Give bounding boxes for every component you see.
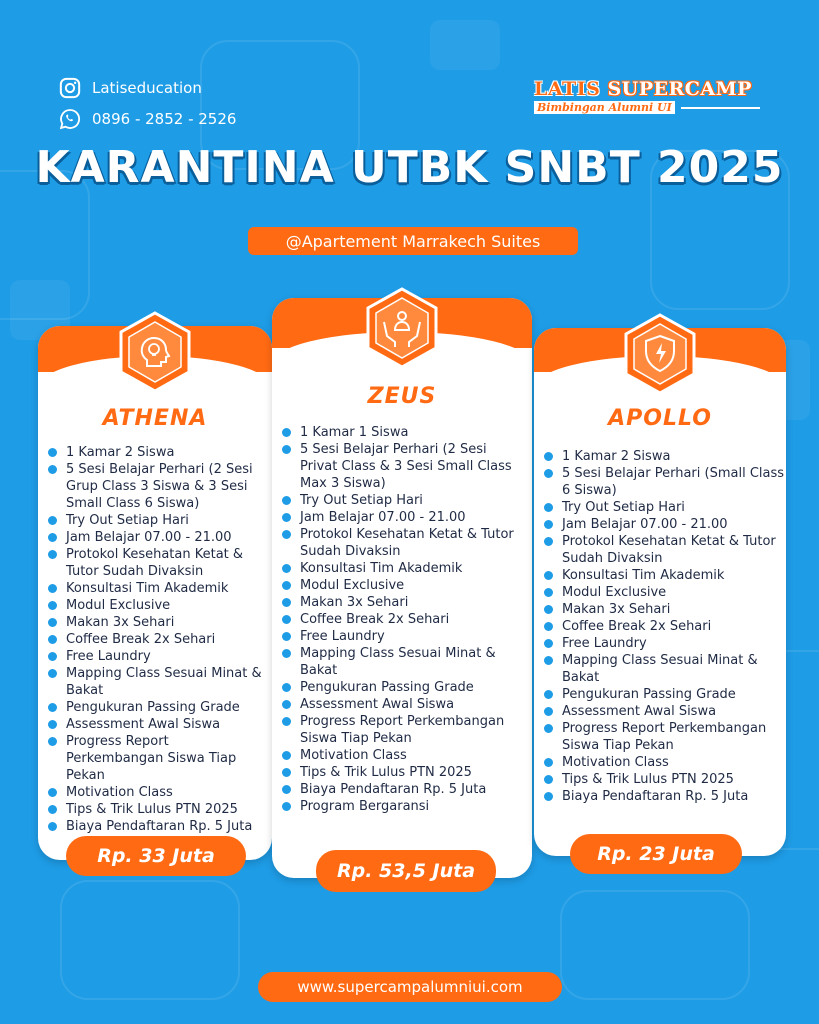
- list-item: Modul Exclusive: [46, 597, 270, 614]
- feature-list: [280, 424, 528, 815]
- shield-bolt-icon: [622, 312, 698, 396]
- brand-underline: [681, 107, 760, 109]
- list-item: 1 Kamar 2 Siswa: [542, 448, 784, 465]
- plan-name: ZEUS: [367, 384, 437, 409]
- brand-subtitle: Bimbingan Alumni UI: [534, 101, 675, 114]
- list-item: Try Out Setiap Hari: [280, 492, 528, 509]
- list-item: Pengukuran Passing Grade: [542, 686, 784, 703]
- list-item: Protokol Kesehatan Ketat & Tutor Sudah Divaksin: [542, 533, 784, 567]
- list-item: Makan 3x Sehari: [542, 601, 784, 618]
- feature-list: [46, 444, 270, 835]
- list-item: Jam Belajar 07.00 - 21.00: [542, 516, 784, 533]
- list-item: 5 Sesi Belajar Perhari (2 Sesi Grup Class 3 Siswa & 3 Sesi Small Class 6 Siswa): [46, 461, 270, 512]
- list-item: Coffee Break 2x Sehari: [46, 631, 270, 648]
- list-item: Modul Exclusive: [280, 577, 528, 594]
- price-badge: Rp. 23 Juta: [570, 834, 742, 874]
- list-item: Program Bergaransi: [280, 798, 528, 815]
- list-item: Progress Report Perkembangan Siswa Tiap Pekan: [46, 733, 270, 784]
- list-item: Pengukuran Passing Grade: [46, 699, 270, 716]
- background-decoration: [60, 880, 240, 1000]
- brand-subtitle-row: [534, 101, 760, 114]
- plan-name: ATHENA: [102, 406, 208, 431]
- page-title: KARANTINA UTBK SNBT 2025: [35, 142, 784, 193]
- whatsapp-contact[interactable]: [58, 107, 236, 131]
- list-item: Progress Report Perkembangan Siswa Tiap Pekan: [542, 720, 784, 754]
- whatsapp-icon: [58, 107, 82, 131]
- list-item: 5 Sesi Belajar Perhari (2 Sesi Privat Class & 3 Sesi Small Class Max 3 Siswa): [280, 441, 528, 492]
- list-item: Jam Belajar 07.00 - 21.00: [46, 529, 270, 546]
- plan-card-apollo: [534, 328, 786, 865]
- list-item: Free Laundry: [46, 648, 270, 665]
- list-item: Mapping Class Sesuai Minat & Bakat: [280, 645, 528, 679]
- list-item: Modul Exclusive: [542, 584, 784, 601]
- list-item: Makan 3x Sehari: [46, 614, 270, 631]
- list-item: Try Out Setiap Hari: [46, 512, 270, 529]
- plan-card-zeus: [272, 298, 532, 882]
- list-item: Mapping Class Sesuai Minat & Bakat: [46, 665, 270, 699]
- whatsapp-number: 0896 - 2852 - 2526: [92, 110, 237, 128]
- head-lightbulb-icon: [117, 310, 193, 394]
- instagram-contact[interactable]: [58, 76, 202, 100]
- instagram-icon: [58, 76, 82, 100]
- list-item: Motivation Class: [46, 784, 270, 801]
- list-item: Motivation Class: [542, 754, 784, 771]
- list-item: Konsultasi Tim Akademik: [280, 560, 528, 577]
- price-badge: Rp. 33 Juta: [66, 836, 246, 876]
- list-item: Assessment Awal Siswa: [542, 703, 784, 720]
- brand-title: [534, 78, 760, 100]
- list-item: Coffee Break 2x Sehari: [280, 611, 528, 628]
- list-item: 5 Sesi Belajar Perhari (Small Class 6 Siswa): [542, 465, 784, 499]
- website-link[interactable]: www.supercampalumniui.com: [258, 972, 562, 1002]
- list-item: 1 Kamar 1 Siswa: [280, 424, 528, 441]
- plan-card-athena: [38, 326, 272, 867]
- brand-title-part1: LATIS: [534, 78, 601, 100]
- list-item: Free Laundry: [280, 628, 528, 645]
- list-item: Tips & Trik Lulus PTN 2025: [280, 764, 528, 781]
- list-item: 1 Kamar 2 Siswa: [46, 444, 270, 461]
- hands-person-icon: [364, 286, 440, 370]
- list-item: Assessment Awal Siswa: [280, 696, 528, 713]
- list-item: Motivation Class: [280, 747, 528, 764]
- list-item: Jam Belajar 07.00 - 21.00: [280, 509, 528, 526]
- background-decoration: [430, 20, 500, 70]
- list-item: Tips & Trik Lulus PTN 2025: [542, 771, 784, 788]
- location-badge: @Apartement Marrakech Suites: [248, 227, 578, 255]
- list-item: Biaya Pendaftaran Rp. 5 Juta: [46, 818, 270, 835]
- list-item: Progress Report Perkembangan Siswa Tiap Pekan: [280, 713, 528, 747]
- list-item: Biaya Pendaftaran Rp. 5 Juta: [542, 788, 784, 805]
- list-item: Mapping Class Sesuai Minat & Bakat: [542, 652, 784, 686]
- list-item: Protokol Kesehatan Ketat & Tutor Sudah Divaksin: [46, 546, 270, 580]
- instagram-handle: Latiseducation: [92, 79, 202, 97]
- list-item: Pengukuran Passing Grade: [280, 679, 528, 696]
- price-badge: Rp. 53,5 Juta: [316, 850, 496, 892]
- background-decoration: [560, 890, 750, 1000]
- plan-name: APOLLO: [608, 406, 712, 431]
- feature-list: [542, 448, 784, 805]
- list-item: Konsultasi Tim Akademik: [46, 580, 270, 597]
- list-item: Coffee Break 2x Sehari: [542, 618, 784, 635]
- list-item: Protokol Kesehatan Ketat & Tutor Sudah Divaksin: [280, 526, 528, 560]
- list-item: Makan 3x Sehari: [280, 594, 528, 611]
- latis-supercamp-logo: [534, 78, 760, 114]
- list-item: Try Out Setiap Hari: [542, 499, 784, 516]
- list-item: Free Laundry: [542, 635, 784, 652]
- list-item: Konsultasi Tim Akademik: [542, 567, 784, 584]
- list-item: Biaya Pendaftaran Rp. 5 Juta: [280, 781, 528, 798]
- brand-title-part2: SUPERCAMP: [607, 78, 752, 100]
- list-item: Tips & Trik Lulus PTN 2025: [46, 801, 270, 818]
- list-item: Assessment Awal Siswa: [46, 716, 270, 733]
